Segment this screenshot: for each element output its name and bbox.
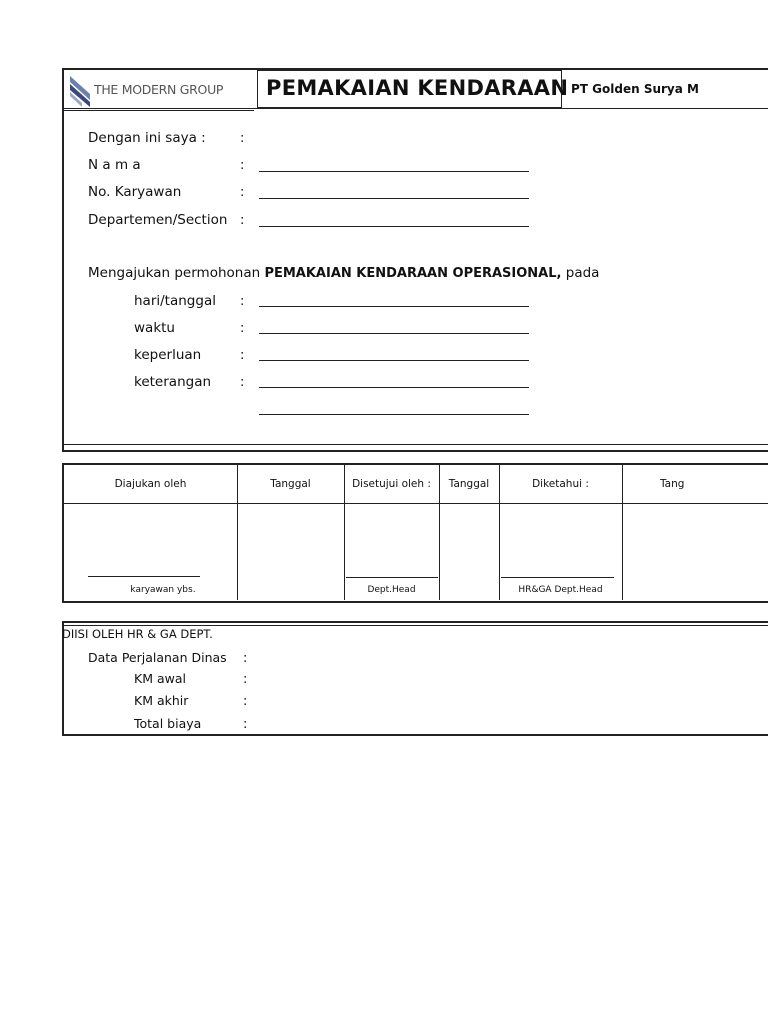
logo-text: THE MODERN GROUP — [94, 82, 224, 97]
header-approved-by: Disetujui oleh : — [352, 478, 431, 490]
signature-hrga-label: HR&GA Dept.Head — [518, 585, 603, 595]
km-start-colon: : — [243, 672, 248, 687]
km-start-label: KM awal — [134, 671, 186, 686]
form-title-box — [257, 70, 569, 108]
header-divider — [64, 108, 768, 109]
total-cost-colon: : — [243, 717, 248, 732]
date-label: hari/tanggal — [134, 293, 216, 309]
name-field[interactable] — [259, 171, 529, 172]
time-field[interactable] — [259, 333, 529, 334]
logo-underline — [64, 110, 254, 111]
date-colon: : — [240, 294, 245, 309]
employee-number-colon: : — [240, 185, 245, 200]
notes-colon: : — [240, 375, 245, 390]
purpose-label: keperluan — [134, 347, 202, 363]
company-name: PT Golden Surya M — [571, 82, 699, 96]
notes-label: keterangan — [134, 374, 212, 390]
signature-line-hrga[interactable] — [501, 577, 614, 578]
km-end-colon: : — [243, 694, 248, 709]
header-submitted-by: Diajukan oleh — [114, 478, 187, 490]
intro-colon: : — [240, 131, 245, 146]
logo-mark-icon — [68, 74, 96, 108]
header-date-2: Tanggal — [448, 478, 490, 490]
employee-number-label: No. Karyawan — [88, 184, 182, 200]
purpose-field[interactable] — [259, 360, 529, 361]
signature-dept-head-label: Dept.Head — [367, 585, 416, 595]
time-colon: : — [240, 321, 245, 336]
signature-line-dept-head[interactable] — [346, 577, 438, 578]
department-colon: : — [240, 213, 245, 228]
request-bold: PEMAKAIAN KENDARAAN OPERASIONAL, — [264, 266, 562, 281]
header-acknowledged: Diketahui : — [532, 478, 589, 490]
request-suffix: pada — [561, 265, 600, 281]
time-label: waktu — [134, 320, 175, 336]
department-field[interactable] — [259, 226, 529, 227]
trip-data-colon: : — [243, 651, 248, 666]
notes-field-line-2[interactable] — [259, 414, 529, 415]
name-colon: : — [240, 158, 245, 173]
notes-field[interactable] — [259, 387, 529, 388]
form-title: PEMAKAIAN KENDARAAN — [266, 76, 569, 100]
hr-top-double-line — [64, 625, 768, 626]
signature-line-employee[interactable] — [88, 576, 200, 577]
trip-data-heading: Data Perjalanan Dinas — [88, 650, 227, 665]
km-end-label: KM akhir — [134, 693, 189, 708]
header-date-3: Tang — [660, 478, 685, 490]
request-form-frame — [62, 68, 768, 452]
intro-label: Dengan ini saya : — [88, 130, 206, 146]
form-bottom-double-line — [64, 444, 768, 445]
employee-number-field[interactable] — [259, 198, 529, 199]
date-field[interactable] — [259, 306, 529, 307]
signature-employee-label: karyawan ybs. — [130, 585, 196, 595]
purpose-colon: : — [240, 348, 245, 363]
department-label: Departemen/Section — [88, 212, 228, 228]
hr-section-title: DIISI OLEH HR & GA DEPT. — [62, 627, 213, 641]
approval-header-divider — [64, 503, 768, 504]
request-sentence — [88, 265, 599, 281]
request-prefix: Mengajukan permohonan — [88, 265, 265, 281]
name-label: N a m a — [88, 157, 141, 173]
company-logo — [64, 70, 254, 108]
header-date-1: Tanggal — [270, 478, 311, 490]
total-cost-label: Total biaya — [134, 716, 202, 731]
col-divider-5 — [622, 465, 623, 600]
